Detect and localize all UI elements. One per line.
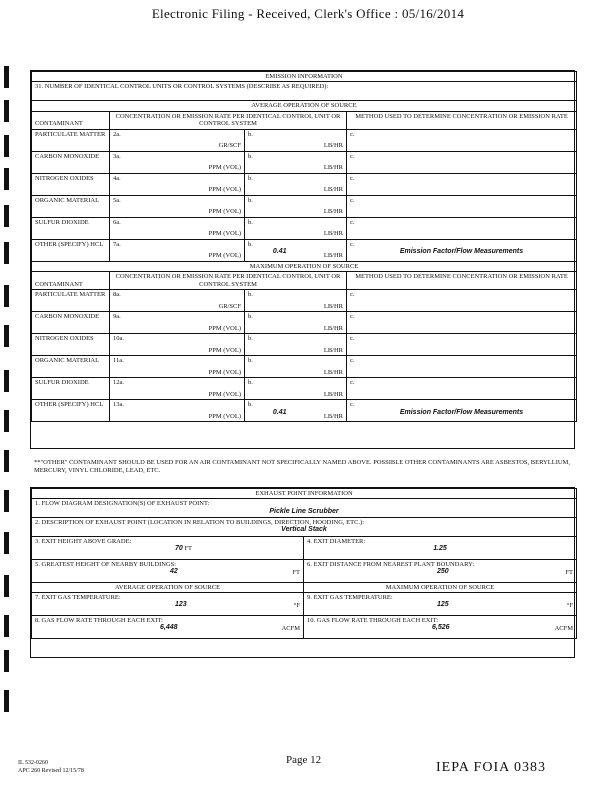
rate-unit: LB/HR: [290, 239, 347, 261]
exhaust-description-label: 2. DESCRIPTION OF EXHAUST POINT (LOCATION IN RELATION TO BUILDINGS, DIRECTION, HOODING, ETC.):: [35, 518, 365, 526]
conc-unit: PPM (VOL): [168, 400, 245, 422]
method-item-letter: c.: [350, 291, 355, 299]
nearby-building-unit: FT: [292, 568, 300, 576]
punch-mark: [4, 168, 9, 190]
punch-mark: [4, 532, 9, 554]
max-operation-title: MAXIMUM OPERATION OF SOURCE: [32, 261, 577, 271]
contaminant-row: [32, 400, 577, 422]
method-item-letter: c.: [350, 357, 355, 365]
contaminant-row: [32, 217, 577, 239]
method-item-letter: c.: [350, 240, 355, 248]
rate-unit: LB/HR: [290, 290, 347, 312]
exhaust-section: [30, 487, 575, 658]
foia-stamp: IEPA FOIA 0383: [436, 760, 546, 775]
contaminant-row: [32, 290, 577, 312]
rate-unit: LB/HR: [290, 378, 347, 400]
rate-item-letter: b.: [248, 335, 253, 343]
conc-unit: PPM (VOL): [168, 195, 245, 217]
col-concentration: CONCENTRATION OR EMISSION RATE PER IDENTICAL CONTROL UNIT OR CONTROL SYSTEM: [110, 111, 347, 129]
rate-unit: LB/HR: [290, 173, 347, 195]
col-method: METHOD USED TO DETERMINE CONCENTRATION OR EMISSION RATE: [347, 111, 577, 129]
method-item-letter: c.: [350, 130, 355, 138]
conc-unit: PPM (VOL): [168, 356, 245, 378]
col-concentration: CONCENTRATION OR EMISSION RATE PER IDENTICAL CONTROL UNIT OR CONTROL SYSTEM: [110, 272, 347, 290]
conc-unit: GR/SCF: [168, 129, 245, 151]
rate-value: 0.41: [272, 408, 287, 416]
method-item-letter: c.: [350, 218, 355, 226]
rate-unit: LB/HR: [290, 312, 347, 334]
exit-height-unit: FT: [184, 544, 193, 552]
punch-mark: [4, 575, 9, 597]
contaminant-row: [32, 151, 577, 173]
contaminant-name: OTHER (SPECIFY) HCL: [32, 400, 110, 422]
flow-diagram-value: Pickle Line Scrubber: [269, 507, 339, 515]
rate-item-letter: b.: [248, 291, 253, 299]
conc-unit: PPM (VOL): [168, 334, 245, 356]
conc-unit: PPM (VOL): [168, 217, 245, 239]
method-item-letter: c.: [350, 313, 355, 321]
punch-mark: [4, 650, 9, 672]
max-gas-flow-label: 10. GAS FLOW RATE THROUGH EACH EXIT:: [307, 616, 439, 624]
contaminant-name: NITROGEN OXIDES: [32, 173, 110, 195]
contaminant-name: CARBON MONOXIDE: [32, 312, 110, 334]
avg-operation-title: AVERAGE OPERATION OF SOURCE: [32, 582, 304, 592]
rate-item-letter: b.: [248, 401, 253, 409]
max-gas-flow-unit: ACFM: [554, 625, 574, 633]
punch-mark: [4, 370, 9, 392]
flow-diagram-label: 1. FLOW DIAGRAM DESIGNATION(S) OF EXHAUST POINT:: [35, 500, 210, 508]
rate-value: 0.41: [272, 248, 287, 256]
exhaust-title: EXHAUST POINT INFORMATION: [32, 489, 577, 499]
contaminant-name: ORGANIC MATERIAL: [32, 356, 110, 378]
exit-height-label: 3. EXIT HEIGHT ABOVE GRADE:: [35, 537, 132, 545]
contaminant-name: SULFUR DIOXIDE: [32, 217, 110, 239]
punch-mark: [4, 325, 9, 347]
conc-unit: PPM (VOL): [168, 151, 245, 173]
conc-unit: PPM (VOL): [168, 173, 245, 195]
method-item-letter: c.: [350, 174, 355, 182]
punch-mark: [4, 135, 9, 157]
rate-item-letter: b.: [248, 130, 253, 138]
conc-item-number: 3a.: [110, 151, 168, 173]
conc-item-number: 6a.: [110, 217, 168, 239]
filing-stamp: Electronic Filing - Received, Clerk's Office : 05/16/2014: [151, 6, 465, 21]
contaminant-name: SULFUR DIOXIDE: [32, 378, 110, 400]
punch-mark: [4, 205, 9, 227]
rate-item-letter: b.: [248, 379, 253, 387]
contaminant-row: [32, 334, 577, 356]
conc-item-number: 7a.: [110, 239, 168, 261]
rate-unit: LB/HR: [290, 334, 347, 356]
item-31-label: 31. NUMBER OF IDENTICAL CONTROL UNITS OR CONTROL SYSTEMS (DESCRIBE AS REQUIRED):: [32, 82, 577, 101]
page-number: Page 12: [286, 754, 322, 766]
conc-item-number: 2a.: [110, 129, 168, 151]
conc-unit: PPM (VOL): [168, 239, 245, 261]
conc-item-number: 4a.: [110, 173, 168, 195]
nearby-building-value: 42: [170, 567, 178, 575]
emission-section: [30, 70, 575, 449]
conc-item-number: 8a.: [110, 290, 168, 312]
avg-gas-temp-value: 123: [175, 601, 187, 609]
contaminant-name: ORGANIC MATERIAL: [32, 195, 110, 217]
method-value: Emission Factor/Flow Measurements: [399, 408, 524, 416]
conc-unit: GR/SCF: [168, 290, 245, 312]
contaminant-name: PARTICULATE MATTER: [32, 129, 110, 151]
contaminant-row: [32, 173, 577, 195]
method-item-letter: c.: [350, 196, 355, 204]
col-contaminant: CONTAMINANT: [32, 272, 110, 290]
conc-item-number: 5a.: [110, 195, 168, 217]
rate-item-letter: b.: [248, 313, 253, 321]
contaminant-name: NITROGEN OXIDES: [32, 334, 110, 356]
conc-item-number: 10a.: [110, 334, 168, 356]
boundary-distance-label: 6. EXIT DISTANCE FROM NEAREST PLANT BOUNDARY:: [307, 560, 474, 568]
conc-item-number: 12a.: [110, 378, 168, 400]
form-id: IL 532-0260: [18, 760, 48, 766]
avg-gas-temp-unit: °F: [293, 602, 300, 610]
exhaust-description-value: Vertical Stack: [281, 526, 327, 534]
contaminant-row: [32, 195, 577, 217]
avg-operation-title: AVERAGE OPERATION OF SOURCE: [32, 101, 577, 111]
avg-gas-flow-label: 8. GAS FLOW RATE THROUGH EACH EXIT:: [35, 616, 163, 624]
contaminant-name: PARTICULATE MATTER: [32, 290, 110, 312]
punch-mark: [4, 285, 9, 307]
rate-unit: LB/HR: [290, 151, 347, 173]
conc-item-number: 13a.: [110, 400, 168, 422]
method-value: Emission Factor/Flow Measurements: [399, 248, 524, 256]
rate-unit: LB/HR: [290, 195, 347, 217]
col-method: METHOD USED TO DETERMINE CONCENTRATION OR EMISSION RATE: [347, 272, 577, 290]
punch-mark: [4, 100, 9, 122]
rate-unit: LB/HR: [290, 400, 347, 422]
contaminant-row: [32, 129, 577, 151]
punch-mark: [4, 690, 9, 712]
max-operation-title: MAXIMUM OPERATION OF SOURCE: [304, 582, 577, 592]
rate-unit: LB/HR: [290, 129, 347, 151]
boundary-distance-unit: FT: [565, 568, 574, 576]
conc-item-number: 9a.: [110, 312, 168, 334]
emission-title: EMISSION INFORMATION: [32, 72, 577, 82]
max-gas-temp-unit: °F: [566, 602, 574, 610]
form-identifier: [18, 760, 84, 776]
avg-gas-temp-label: 7. EXIT GAS TEMPERATURE:: [35, 593, 121, 601]
punch-mark: [4, 410, 9, 432]
rate-item-letter: b.: [248, 174, 253, 182]
contaminant-name: OTHER (SPECIFY) HCL: [32, 239, 110, 261]
contaminant-name: CARBON MONOXIDE: [32, 151, 110, 173]
method-item-letter: c.: [350, 335, 355, 343]
contaminant-row: [32, 239, 577, 261]
rate-unit: LB/HR: [290, 217, 347, 239]
max-gas-temp-value: 125: [437, 601, 449, 609]
punch-mark: [4, 615, 9, 637]
max-gas-temp-label: 9. EXIT GAS TEMPERATURE:: [307, 593, 393, 601]
conc-unit: PPM (VOL): [168, 378, 245, 400]
rate-item-letter: b.: [248, 218, 253, 226]
rate-item-letter: b.: [248, 152, 253, 160]
avg-gas-flow-unit: ACFM: [281, 625, 300, 633]
exit-diameter-label: 4. EXIT DIAMETER:: [307, 537, 366, 545]
method-item-letter: c.: [350, 401, 355, 409]
other-contaminant-note: **"OTHER" CONTAMINANT SHOULD BE USED FOR AN AIR CONTAMINANT NOT SPECIFICALLY NAMED ABOVE. POSSIBLE OTHER CONTAMINANTS ARE ASBESTOS, BERYLLIUM, MERCURY, VINYL CHLORIDE, LEAD, ETC.: [34, 459, 570, 475]
exit-height-value: 70: [175, 544, 183, 552]
rate-item-letter: b.: [248, 196, 253, 204]
punch-mark: [4, 450, 9, 472]
method-item-letter: c.: [350, 152, 355, 160]
contaminant-row: [32, 378, 577, 400]
method-item-letter: c.: [350, 379, 355, 387]
punch-mark: [4, 242, 9, 264]
max-gas-flow-value: 6,526: [432, 624, 450, 632]
form-revision: APC 260 Revised 12/15/78: [18, 767, 84, 774]
rate-item-letter: b.: [248, 357, 253, 365]
rate-unit: LB/HR: [290, 356, 347, 378]
punch-mark: [4, 66, 9, 88]
nearby-building-label: 5. GREATEST HEIGHT OF NEARBY BUILDINGS:: [35, 560, 177, 568]
col-contaminant: CONTAMINANT: [32, 111, 110, 129]
contaminant-row: [32, 356, 577, 378]
contaminant-row: [32, 312, 577, 334]
rate-item-letter: b.: [248, 240, 253, 248]
conc-unit: PPM (VOL): [168, 312, 245, 334]
boundary-distance-value: 250: [437, 567, 449, 575]
avg-gas-flow-value: 6,448: [160, 624, 178, 632]
punch-mark: [4, 490, 9, 512]
exit-diameter-value: 1.25: [433, 544, 447, 552]
conc-item-number: 11a.: [110, 356, 168, 378]
